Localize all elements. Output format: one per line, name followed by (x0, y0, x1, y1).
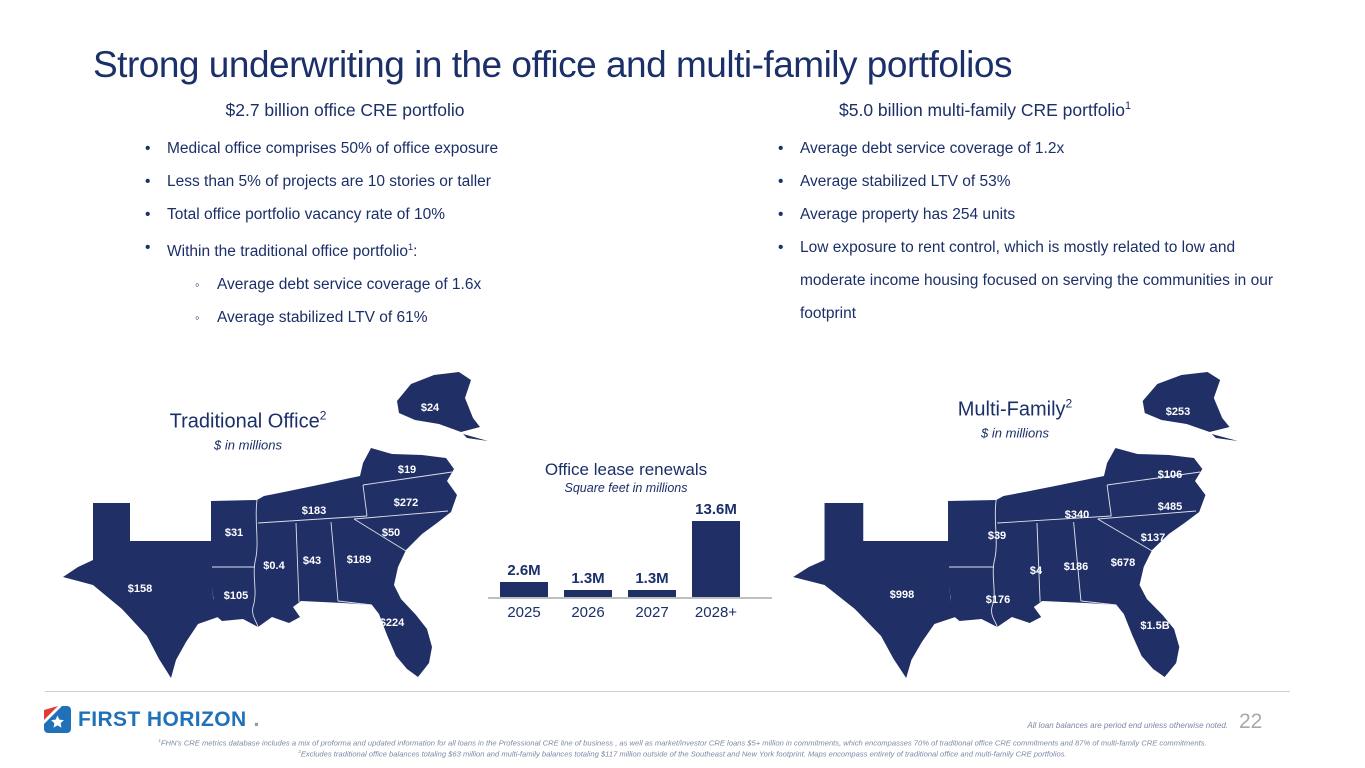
chart-subtitle: Square feet in millions (564, 481, 688, 495)
bar-group-2026 (564, 570, 612, 597)
office-portfolio-section (95, 100, 595, 334)
footnote-ref: 2 (319, 408, 327, 423)
state-label-fl: $1.5B (1140, 620, 1170, 632)
heading-text: $5.0 billion multi-family CRE portfolio (839, 100, 1125, 120)
bar-value-label: 2.6M (507, 562, 541, 579)
state-label-tn: $340 (1064, 509, 1090, 521)
category-label-2028+: 2028+ (694, 604, 738, 621)
bar-group-2028+ (692, 501, 740, 597)
bar-group-2025 (500, 562, 548, 597)
state-label-ms: $0.4 (263, 560, 285, 572)
state-label-la: $176 (985, 594, 1011, 606)
state-label-ga: $678 (1110, 557, 1136, 569)
bar-2025 (500, 582, 548, 597)
state-label-al: $43 (302, 555, 322, 567)
list-item: • Average stabilized LTV of 53% (800, 165, 1274, 198)
list-item: • Low exposure to rent control, which is mostly related to low and moderate income housing focused on serving the communities in our footprint (800, 231, 1274, 330)
category-label-2027: 2027 (635, 604, 669, 621)
state-label-va: $106 (1157, 469, 1183, 481)
footer-divider (45, 691, 1290, 692)
office-map-subtitle: $ in millions (214, 437, 282, 453)
chart-title: Office lease renewals (544, 460, 708, 479)
state-label-ga: $189 (346, 554, 372, 566)
bar-2026 (564, 590, 612, 597)
footnote-marker: 1 (158, 738, 161, 743)
state-label-sc: $137 (1140, 532, 1166, 544)
first-horizon-logo (44, 706, 259, 733)
footnote-1 (130, 738, 1235, 748)
multifamily-bullet-list (752, 132, 1274, 330)
list-item: • Total office portfolio vacancy rate of 10% (167, 198, 595, 231)
office-heading: $2.7 billion office CRE portfolio (225, 100, 465, 120)
footnote-ref: 1 (407, 242, 414, 252)
multifamily-map-subtitle: $ in millions (981, 425, 1049, 441)
balances-note: All loan balances are period end unless otherwise noted. (1027, 721, 1228, 730)
footnote-text: FHN's CRE metrics database includes a mix of proforma and updated information for all loans in the Professional CRE line of business , as well as market/investor CRE loans $5+ million in commitments, which encompasses 70% of traditional office CRE commitments and 87% of multi-family CRE commitments. (160, 738, 1207, 748)
bar-group-2027 (628, 570, 676, 597)
office-map-title (170, 409, 327, 434)
first-horizon-flag-icon (44, 706, 71, 733)
state-label-ms: $4 (1029, 565, 1043, 577)
state-label-la: $105 (223, 590, 249, 602)
state-label-al: $186 (1063, 561, 1089, 573)
list-item: • Medical office comprises 50% of office exposure (167, 132, 595, 165)
multifamily-map (790, 370, 1240, 690)
category-label-2025: 2025 (507, 604, 541, 621)
state-label-nc: $485 (1157, 501, 1183, 513)
multifamily-heading (752, 100, 1218, 121)
bar-value-label: 1.3M (571, 570, 605, 587)
category-label-2026: 2026 (571, 604, 605, 621)
state-label-ny: $253 (1165, 406, 1191, 418)
lease-renewals-cats (480, 604, 772, 621)
logo-wordmark: FIRST HORIZON (78, 707, 247, 731)
list-item: ◦ Average debt service coverage of 1.6x (167, 268, 595, 301)
state-label-tx: $998 (889, 589, 915, 601)
list-item-text: Within the traditional office portfolio (167, 243, 408, 261)
footnote-marker: 2 (298, 749, 301, 754)
office-lease-renewals-chart (480, 460, 772, 621)
list-item: • Average property has 254 units (800, 198, 1274, 231)
state-label-ar: $39 (987, 530, 1007, 542)
page-number: 22 (1239, 710, 1263, 733)
x-axis-line (488, 597, 772, 599)
office-bullet-list (95, 132, 595, 334)
logo-period: . (253, 707, 260, 731)
traditional-office-map (60, 370, 490, 690)
list-item: • Less than 5% of projects are 10 stories or taller (167, 165, 595, 198)
state-label-fl: $224 (379, 617, 405, 629)
list-item-suffix: : (413, 243, 418, 261)
footnote-text: Excludes traditional office balances totaling $63 million and multi-family balances totaling $117 million outside of the Southeast and New York footprint. Maps encompass entirety of traditional office and multi-family CRE portfolios. (300, 749, 1067, 759)
lease-renewals-bars (480, 497, 772, 597)
footnote-ref: 1 (1124, 100, 1131, 113)
list-item: • Average debt service coverage of 1.2x (800, 132, 1274, 165)
bar-2027 (628, 590, 676, 597)
footnote-2 (130, 749, 1235, 759)
state-label-tx: $158 (127, 583, 153, 595)
list-item (167, 231, 595, 268)
bar-2028+ (692, 521, 740, 597)
bar-value-label: 13.6M (695, 501, 737, 518)
state-label-ny: $24 (420, 402, 440, 414)
multifamily-map-title (958, 397, 1072, 422)
bar-value-label: 1.3M (635, 570, 669, 587)
state-label-sc: $50 (381, 527, 401, 539)
footnote-ref: 2 (1065, 396, 1073, 411)
state-label-va: $19 (397, 464, 417, 476)
multifamily-portfolio-section (752, 100, 1274, 330)
state-label-tn: $183 (301, 505, 327, 517)
list-item: ◦ Average stabilized LTV of 61% (167, 301, 595, 334)
state-label-nc: $272 (393, 497, 419, 509)
map-title-text: Traditional Office (169, 410, 320, 433)
map-title-text: Multi-Family (957, 398, 1066, 421)
state-label-ar: $31 (224, 527, 244, 539)
slide-title: Strong underwriting in the office and multi-family portfolios (93, 44, 1012, 85)
